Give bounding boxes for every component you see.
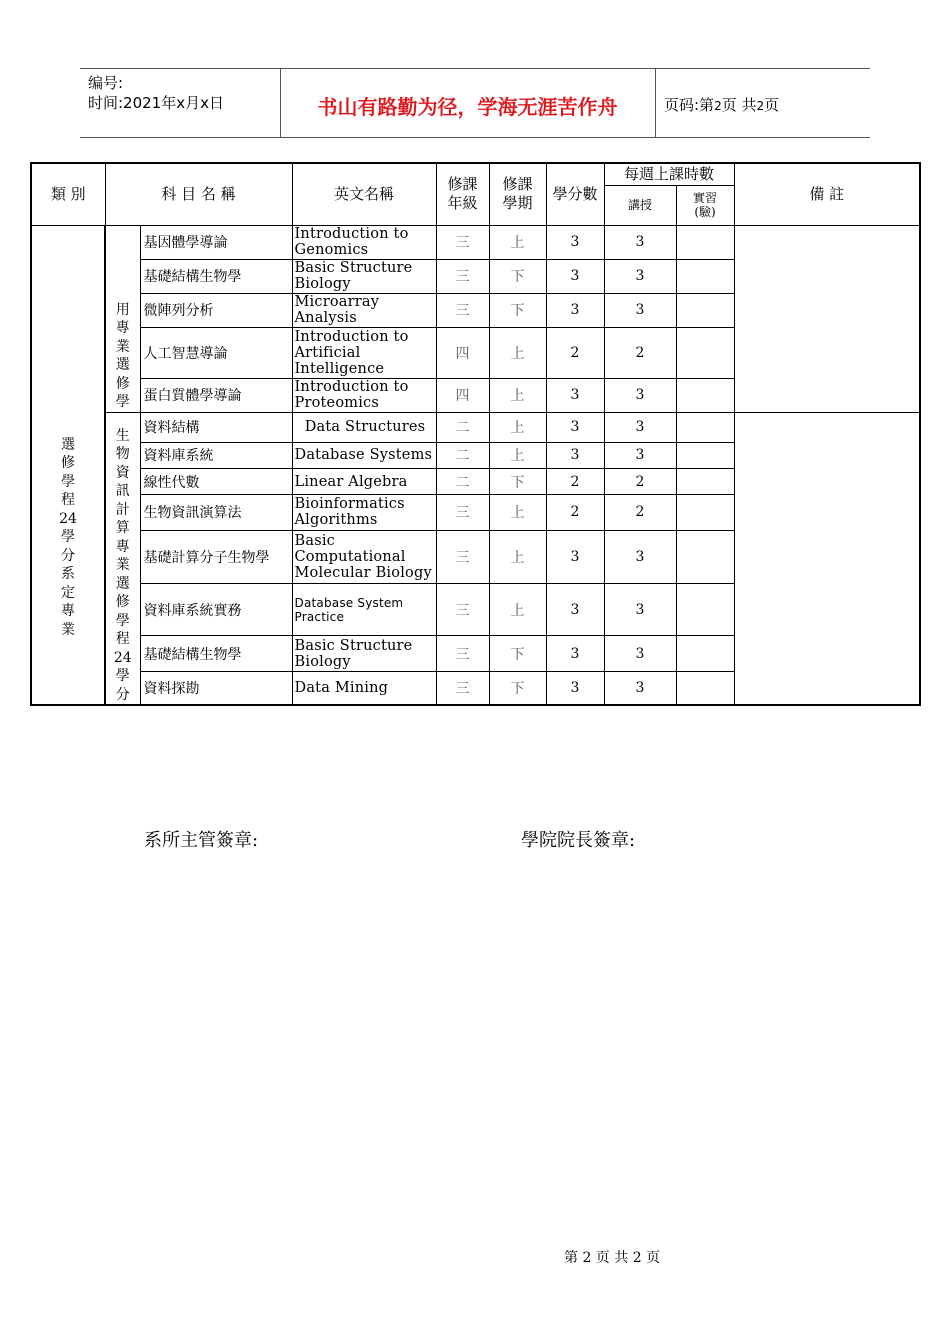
header-motto: 书山有路勤为径，学海无涯苦作舟 bbox=[317, 95, 618, 119]
course-lecture-hours: 3 bbox=[604, 259, 676, 293]
course-year: 二 bbox=[436, 442, 489, 468]
course-year: 三 bbox=[436, 671, 489, 705]
category-cell bbox=[31, 225, 105, 705]
document-number-label: 编号: bbox=[88, 74, 124, 92]
header-english: 英文名稱 bbox=[292, 163, 436, 225]
course-lab-hours bbox=[676, 636, 734, 672]
category-char: 程 bbox=[61, 492, 75, 508]
course-name-zh: 資料探勘 bbox=[140, 671, 292, 705]
course-term: 上 bbox=[489, 327, 546, 378]
group-char: 學 bbox=[115, 612, 130, 629]
course-row bbox=[31, 225, 920, 259]
course-name-zh: 基礎計算分子生物學 bbox=[140, 530, 292, 583]
group-char: 程 bbox=[115, 631, 130, 647]
course-year: 四 bbox=[436, 378, 489, 412]
course-credits: 2 bbox=[546, 495, 604, 531]
course-lab-hours bbox=[676, 412, 734, 442]
course-year: 三 bbox=[436, 225, 489, 259]
course-term: 上 bbox=[489, 225, 546, 259]
course-lecture-hours: 3 bbox=[604, 412, 676, 442]
dept-signature-label: 系所主管簽章: bbox=[144, 830, 259, 851]
group-char: 選 bbox=[115, 357, 130, 373]
group-char: 學 bbox=[115, 394, 130, 410]
group-label-applied bbox=[105, 225, 140, 412]
page-prefix: 页码:第 bbox=[664, 96, 715, 114]
course-lecture-hours: 3 bbox=[604, 636, 676, 672]
course-name-zh: 資料結構 bbox=[140, 412, 292, 442]
course-name-zh: 人工智慧導論 bbox=[140, 327, 292, 378]
course-lecture-hours: 2 bbox=[604, 495, 676, 531]
course-lecture-hours: 3 bbox=[604, 671, 676, 705]
course-lecture-hours: 3 bbox=[604, 530, 676, 583]
course-term: 上 bbox=[489, 584, 546, 636]
group-char: 專 bbox=[115, 320, 130, 336]
course-name-en: Linear Algebra bbox=[292, 469, 436, 495]
header-lab-label: 實習(驗) bbox=[692, 191, 717, 219]
group-char: 算 bbox=[115, 520, 130, 536]
course-name-en: Introduction to Artificial Intelligence bbox=[292, 327, 436, 378]
course-lab-hours bbox=[676, 442, 734, 468]
course-credits: 3 bbox=[546, 584, 604, 636]
course-lab-hours bbox=[676, 469, 734, 495]
page-mid: 页 共 bbox=[721, 96, 757, 114]
course-name-en: Data Mining bbox=[292, 671, 436, 705]
course-row bbox=[31, 412, 920, 442]
course-credits: 3 bbox=[546, 412, 604, 442]
page-indicator bbox=[664, 94, 779, 115]
course-year: 三 bbox=[436, 293, 489, 327]
course-name-en: Basic Structure Biology bbox=[292, 259, 436, 293]
course-name-zh: 資料庫系統實務 bbox=[140, 584, 292, 636]
course-credits: 3 bbox=[546, 378, 604, 412]
remarks-cell bbox=[734, 412, 920, 705]
course-name-en: Basic Structure Biology bbox=[292, 636, 436, 672]
header-subject: 科 目 名 稱 bbox=[105, 163, 292, 225]
group-char: 業 bbox=[115, 557, 130, 573]
course-lab-hours bbox=[676, 225, 734, 259]
category-char: 分 bbox=[61, 547, 75, 564]
group-char: 用 bbox=[115, 301, 130, 318]
category-char: 選 bbox=[61, 436, 75, 453]
category-char: 修 bbox=[61, 455, 75, 471]
group-char: 物 bbox=[115, 446, 130, 462]
course-term: 下 bbox=[489, 259, 546, 293]
course-name-zh: 資料庫系統 bbox=[140, 442, 292, 468]
group-char: 修 bbox=[115, 375, 130, 392]
dean-signature-label: 學院院長簽章: bbox=[521, 830, 636, 851]
header-lab bbox=[676, 185, 734, 225]
category-char: 學 bbox=[61, 529, 75, 545]
course-lab-hours bbox=[676, 293, 734, 327]
course-credits: 3 bbox=[546, 636, 604, 672]
course-year: 三 bbox=[436, 636, 489, 672]
category-char: 系 bbox=[61, 566, 75, 582]
page-total: 2 bbox=[756, 99, 765, 113]
course-name-en: Basic Computational Molecular Biology bbox=[292, 530, 436, 583]
remarks-cell bbox=[734, 225, 920, 412]
course-year: 二 bbox=[436, 469, 489, 495]
course-lab-hours bbox=[676, 530, 734, 583]
course-lecture-hours: 3 bbox=[604, 378, 676, 412]
course-name-zh: 線性代數 bbox=[140, 469, 292, 495]
course-credits: 3 bbox=[546, 442, 604, 468]
page-header bbox=[80, 68, 870, 138]
course-term: 上 bbox=[489, 495, 546, 531]
course-term: 下 bbox=[489, 671, 546, 705]
course-lab-hours bbox=[676, 495, 734, 531]
course-term: 上 bbox=[489, 442, 546, 468]
header-year bbox=[436, 163, 489, 225]
category-char: 專 bbox=[61, 603, 75, 619]
group-char: 分 bbox=[115, 686, 130, 703]
course-lecture-hours: 2 bbox=[604, 469, 676, 495]
group-char: 業 bbox=[115, 338, 130, 355]
course-lecture-hours: 3 bbox=[604, 293, 676, 327]
header-category: 類 別 bbox=[31, 163, 105, 225]
course-credits: 3 bbox=[546, 530, 604, 583]
course-year: 三 bbox=[436, 259, 489, 293]
course-credits: 3 bbox=[546, 671, 604, 705]
course-name-en: Microarray Analysis bbox=[292, 293, 436, 327]
course-year: 四 bbox=[436, 327, 489, 378]
course-credits: 3 bbox=[546, 225, 604, 259]
header-remarks: 備 註 bbox=[734, 163, 920, 225]
course-lecture-hours: 3 bbox=[604, 584, 676, 636]
course-term: 上 bbox=[489, 378, 546, 412]
course-lab-hours bbox=[676, 378, 734, 412]
group-char: 學 bbox=[115, 668, 130, 684]
category-char: 業 bbox=[61, 621, 75, 638]
group-char: 修 bbox=[115, 594, 130, 610]
course-credits: 2 bbox=[546, 469, 604, 495]
course-year: 三 bbox=[436, 530, 489, 583]
page-suffix: 页 bbox=[764, 96, 780, 114]
course-term: 上 bbox=[489, 412, 546, 442]
category-char: 學 bbox=[61, 473, 75, 490]
course-term: 下 bbox=[489, 636, 546, 672]
course-year: 二 bbox=[436, 412, 489, 442]
course-name-zh: 蛋白質體學導論 bbox=[140, 378, 292, 412]
course-credits: 2 bbox=[546, 327, 604, 378]
course-lab-hours bbox=[676, 671, 734, 705]
course-term: 上 bbox=[489, 530, 546, 583]
course-year: 三 bbox=[436, 584, 489, 636]
page-footer: 第 2 页 共 2 页 bbox=[564, 1250, 661, 1266]
course-name-en: Introduction to Proteomics bbox=[292, 378, 436, 412]
header-credits: 學分數 bbox=[546, 163, 604, 225]
header-lecture: 講授 bbox=[604, 185, 676, 225]
course-lecture-hours: 3 bbox=[604, 442, 676, 468]
header-meta bbox=[88, 73, 224, 113]
group-char: 計 bbox=[115, 501, 130, 518]
header-term-label: 修課學期 bbox=[502, 175, 533, 213]
course-lecture-hours: 3 bbox=[604, 225, 676, 259]
category-char: 定 bbox=[61, 584, 75, 601]
category-char: 24 bbox=[59, 510, 77, 527]
header-year-label: 修課年級 bbox=[447, 175, 478, 213]
course-lab-hours bbox=[676, 584, 734, 636]
course-lab-hours bbox=[676, 327, 734, 378]
course-name-zh: 基礎結構生物學 bbox=[140, 636, 292, 672]
course-lecture-hours: 2 bbox=[604, 327, 676, 378]
course-credits: 3 bbox=[546, 259, 604, 293]
course-name-zh: 生物資訊演算法 bbox=[140, 495, 292, 531]
course-term: 下 bbox=[489, 469, 546, 495]
course-credits: 3 bbox=[546, 293, 604, 327]
header-divider bbox=[655, 69, 656, 137]
group-char: 24 bbox=[113, 649, 132, 666]
group-char: 專 bbox=[115, 538, 130, 555]
course-table bbox=[30, 162, 921, 706]
course-name-en: Database Systems bbox=[292, 442, 436, 468]
group-char: 資 bbox=[115, 464, 130, 481]
group-char: 選 bbox=[115, 575, 130, 592]
page-number: 2 bbox=[714, 99, 722, 113]
course-name-en: Introduction to Genomics bbox=[292, 225, 436, 259]
course-year: 三 bbox=[436, 495, 489, 531]
group-char: 訊 bbox=[115, 483, 130, 499]
document-date: 时间:2021年x月x日 bbox=[88, 94, 224, 112]
group-char: 生 bbox=[115, 427, 130, 444]
course-name-en: Database System Practice bbox=[292, 584, 436, 636]
header-term bbox=[489, 163, 546, 225]
header-weekly-hours: 每週上課時數 bbox=[604, 163, 734, 185]
course-name-zh: 微陣列分析 bbox=[140, 293, 292, 327]
course-term: 下 bbox=[489, 293, 546, 327]
course-name-zh: 基礎結構生物學 bbox=[140, 259, 292, 293]
course-lab-hours bbox=[676, 259, 734, 293]
course-name-en: Bioinformatics Algorithms bbox=[292, 495, 436, 531]
group-label-bioinformatics bbox=[105, 412, 140, 705]
course-name-zh: 基因體學導論 bbox=[140, 225, 292, 259]
course-name-en: Data Structures bbox=[292, 412, 436, 442]
